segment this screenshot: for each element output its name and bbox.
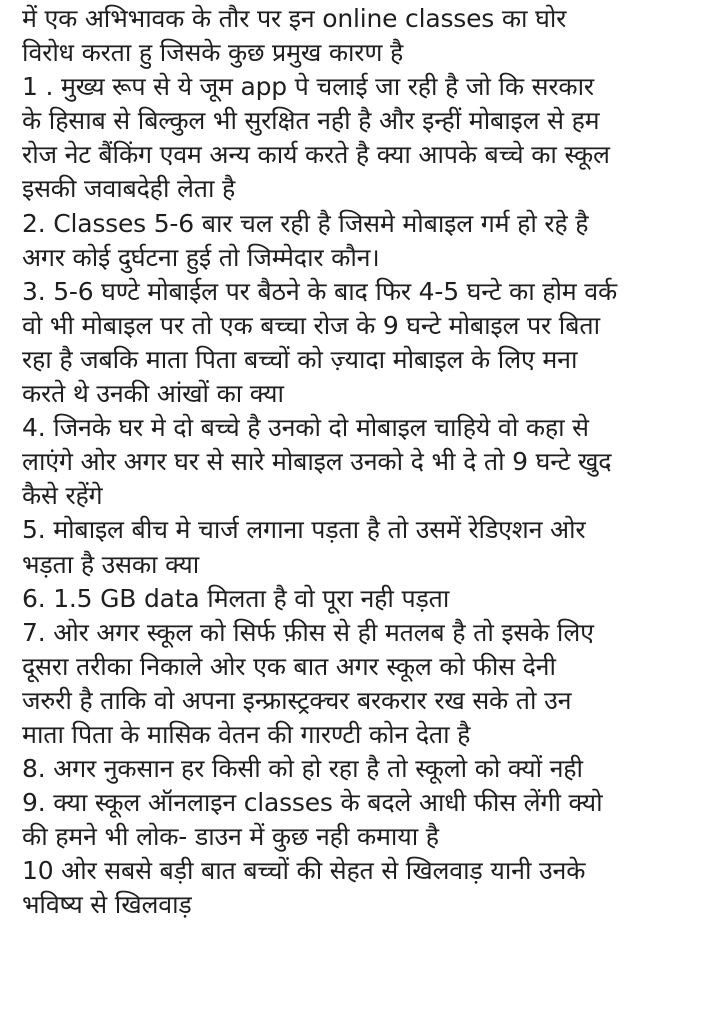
text-line: में एक अभिभावक के तौर पर इन online classes का घोर [22, 4, 567, 33]
text-line: के हिसाब से बिल्कुल भी सुरक्षित नही है और इन्हीं मोबाइल से हम [22, 106, 600, 136]
text-line: जरुरी है ताकि वो अपना इन्फ्रास्ट्रक्चर बरकरार रख सके तो उन [22, 685, 572, 715]
text-line: माता पिता के मासिक वेतन की गारण्टी कोन देता है [22, 719, 471, 749]
text-line: 6. 1.5 GB data मिलता है वो पूरा नही पड़ता [22, 583, 450, 613]
text-line: विरोध करता हु जिसके कुछ प्रमुख कारण है [22, 38, 404, 68]
text-line: 3. 5-6 घण्टे मोबाईल पर बैठने के बाद फिर 4-5 घन्टे का होम वर्क [22, 276, 618, 306]
text-line: की हमने भी लोक- डाउन में कुछ नही कमाया है [22, 822, 439, 852]
text-line: दूसरा तरीका निकाले ओर एक बात अगर स्कूल को फीस देनी [22, 651, 556, 681]
text-line: 10 ओर सबसे बड़ी बात बच्चों की सेहत से खिलवाड़ यानी उनके [22, 856, 586, 886]
text-line: लाएंगे ओर अगर घर से सारे मोबाइल उनको दे भी दे तो 9 घन्टे खुद [22, 447, 612, 477]
text-line: वो भी मोबाइल पर तो एक बच्चा रोज के 9 घन्टे मोबाइल पर बिता [22, 310, 600, 340]
text-line: 8. अगर नुकसान हर किसी को हो रहा है तो स्कूलो को क्यों नही [22, 754, 583, 784]
text-line: रहा है जबकि माता पिता बच्चों को ज़्यादा मोबाइल के लिए मना [22, 344, 578, 374]
text-line: 9. क्या स्कूल ऑनलाइन classes के बदले आधी फीस लेंगी क्यो [22, 788, 603, 818]
text-line: 4. जिनके घर मे दो बच्चे है उनको दो मोबाइल चाहिये वो कहा से [22, 413, 589, 443]
text-line: कैसे रहेंगे [22, 481, 103, 511]
text-line: अगर कोई दुर्घटना हुई तो जिम्मेदार कौन। [22, 242, 380, 272]
text-line: 2. Classes 5-6 बार चल रही है जिसमे मोबाइल गर्म हो रहे है [22, 208, 589, 238]
text-line: भविष्य से खिलवाड़ [22, 890, 192, 920]
text-line: 1 . मुख्य रूप से ये जूम app पे चलाई जा रही है जो कि सरकार [22, 72, 594, 102]
text-line: 5. मोबाइल बीच मे चार्ज लगाना पड़ता है तो उसमें रेडिएशन ओर [22, 515, 586, 545]
text-line: भड़ता है उसका क्या [22, 549, 200, 579]
text-line: रोज नेट बैंकिंग एवम अन्य कार्य करते है क्या आपके बच्चे का स्कूल [22, 140, 610, 170]
text-line: 7. ओर अगर स्कूल को सिर्फ फ़ीस से ही मतलब है तो इसके लिए [22, 617, 594, 647]
text-line: इसकी जवाबदेही लेता है [22, 174, 236, 204]
text-line: करते थे उनकी आंखों का क्या [22, 379, 284, 409]
